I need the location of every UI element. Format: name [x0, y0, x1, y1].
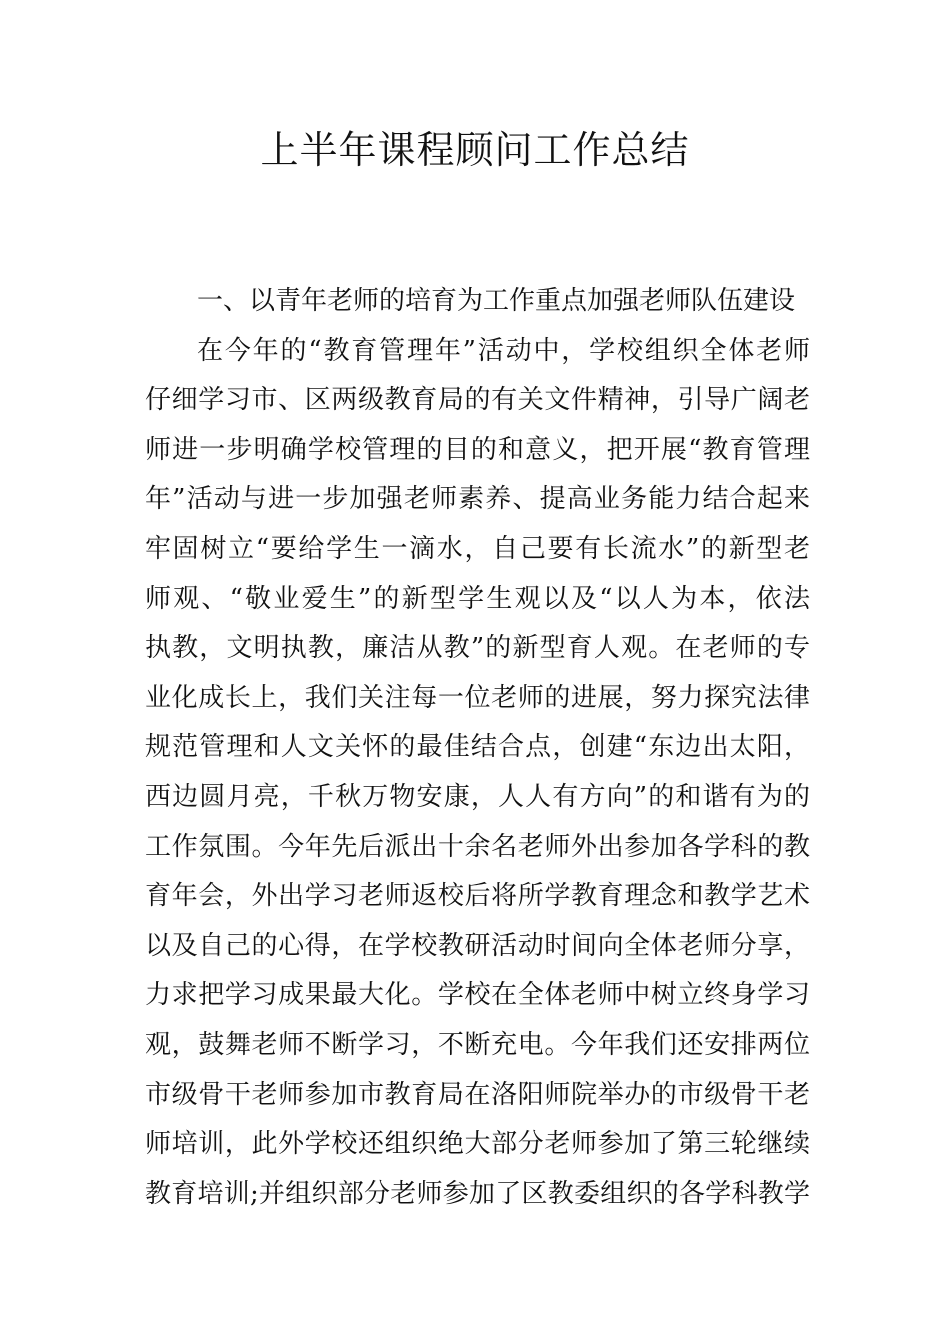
paragraph-line: 师观、“敬业爱生”的新型学生观以及“以人为本，依法	[145, 583, 810, 614]
paragraph-line: 西边圆月亮，千秋万物安康，人人有方向”的和谐有为的	[145, 781, 810, 812]
paragraph-line: 执教，文明执教，廉洁从教”的新型育人观。在老师的专	[145, 633, 810, 664]
document-body	[145, 277, 810, 1219]
document-title: 上半年课程顾问工作总结	[260, 128, 690, 172]
paragraph-line: 年”活动与进一步加强老师素养、提高业务能力结合起来	[145, 484, 810, 515]
paragraph-line: 育年会，外出学习老师返校后将所学教育理念和教学艺术	[145, 881, 810, 912]
paragraph-line: 业化成长上，我们关注每一位老师的进展，努力探究法律	[145, 682, 810, 713]
paragraph-line: 仔细学习市、区两级教育局的有关文件精神，引导广阔老	[145, 385, 810, 416]
paragraph-line: 师进一步明确学校管理的目的和意义，把开展“教育管理	[145, 434, 810, 465]
paragraph-line: 在今年的“教育管理年”活动中，学校组织全体老师	[197, 335, 810, 366]
paragraph-line: 规范管理和人文关怀的最佳结合点，创建“东边出太阳，	[145, 732, 810, 763]
paragraph-line: 师培训，此外学校还组织绝大部分老师参加了第三轮继续	[145, 1129, 810, 1160]
paragraph-line: 牢固树立“要给学生一滴水，自己要有长流水”的新型老	[145, 533, 810, 564]
paragraph-line: 观，鼓舞老师不断学习，不断充电。今年我们还安排两位	[145, 1029, 810, 1060]
paragraph-line: 以及自己的心得，在学校教研活动时间向全体老师分享，	[145, 930, 810, 961]
paragraph-line: 力求把学习成果最大化。学校在全体老师中树立终身学习	[145, 980, 810, 1011]
paragraph-line: 教育培训;并组织部分老师参加了区教委组织的各学科教学	[145, 1178, 810, 1209]
paragraph-line: 工作氛围。今年先后派出十余名老师外出参加各学科的教	[145, 831, 810, 862]
paragraph-line: 市级骨干老师参加市教育局在洛阳师院举办的市级骨干老	[145, 1079, 810, 1110]
section-heading: 一、以青年老师的培育为工作重点加强老师队伍建设	[197, 286, 796, 316]
